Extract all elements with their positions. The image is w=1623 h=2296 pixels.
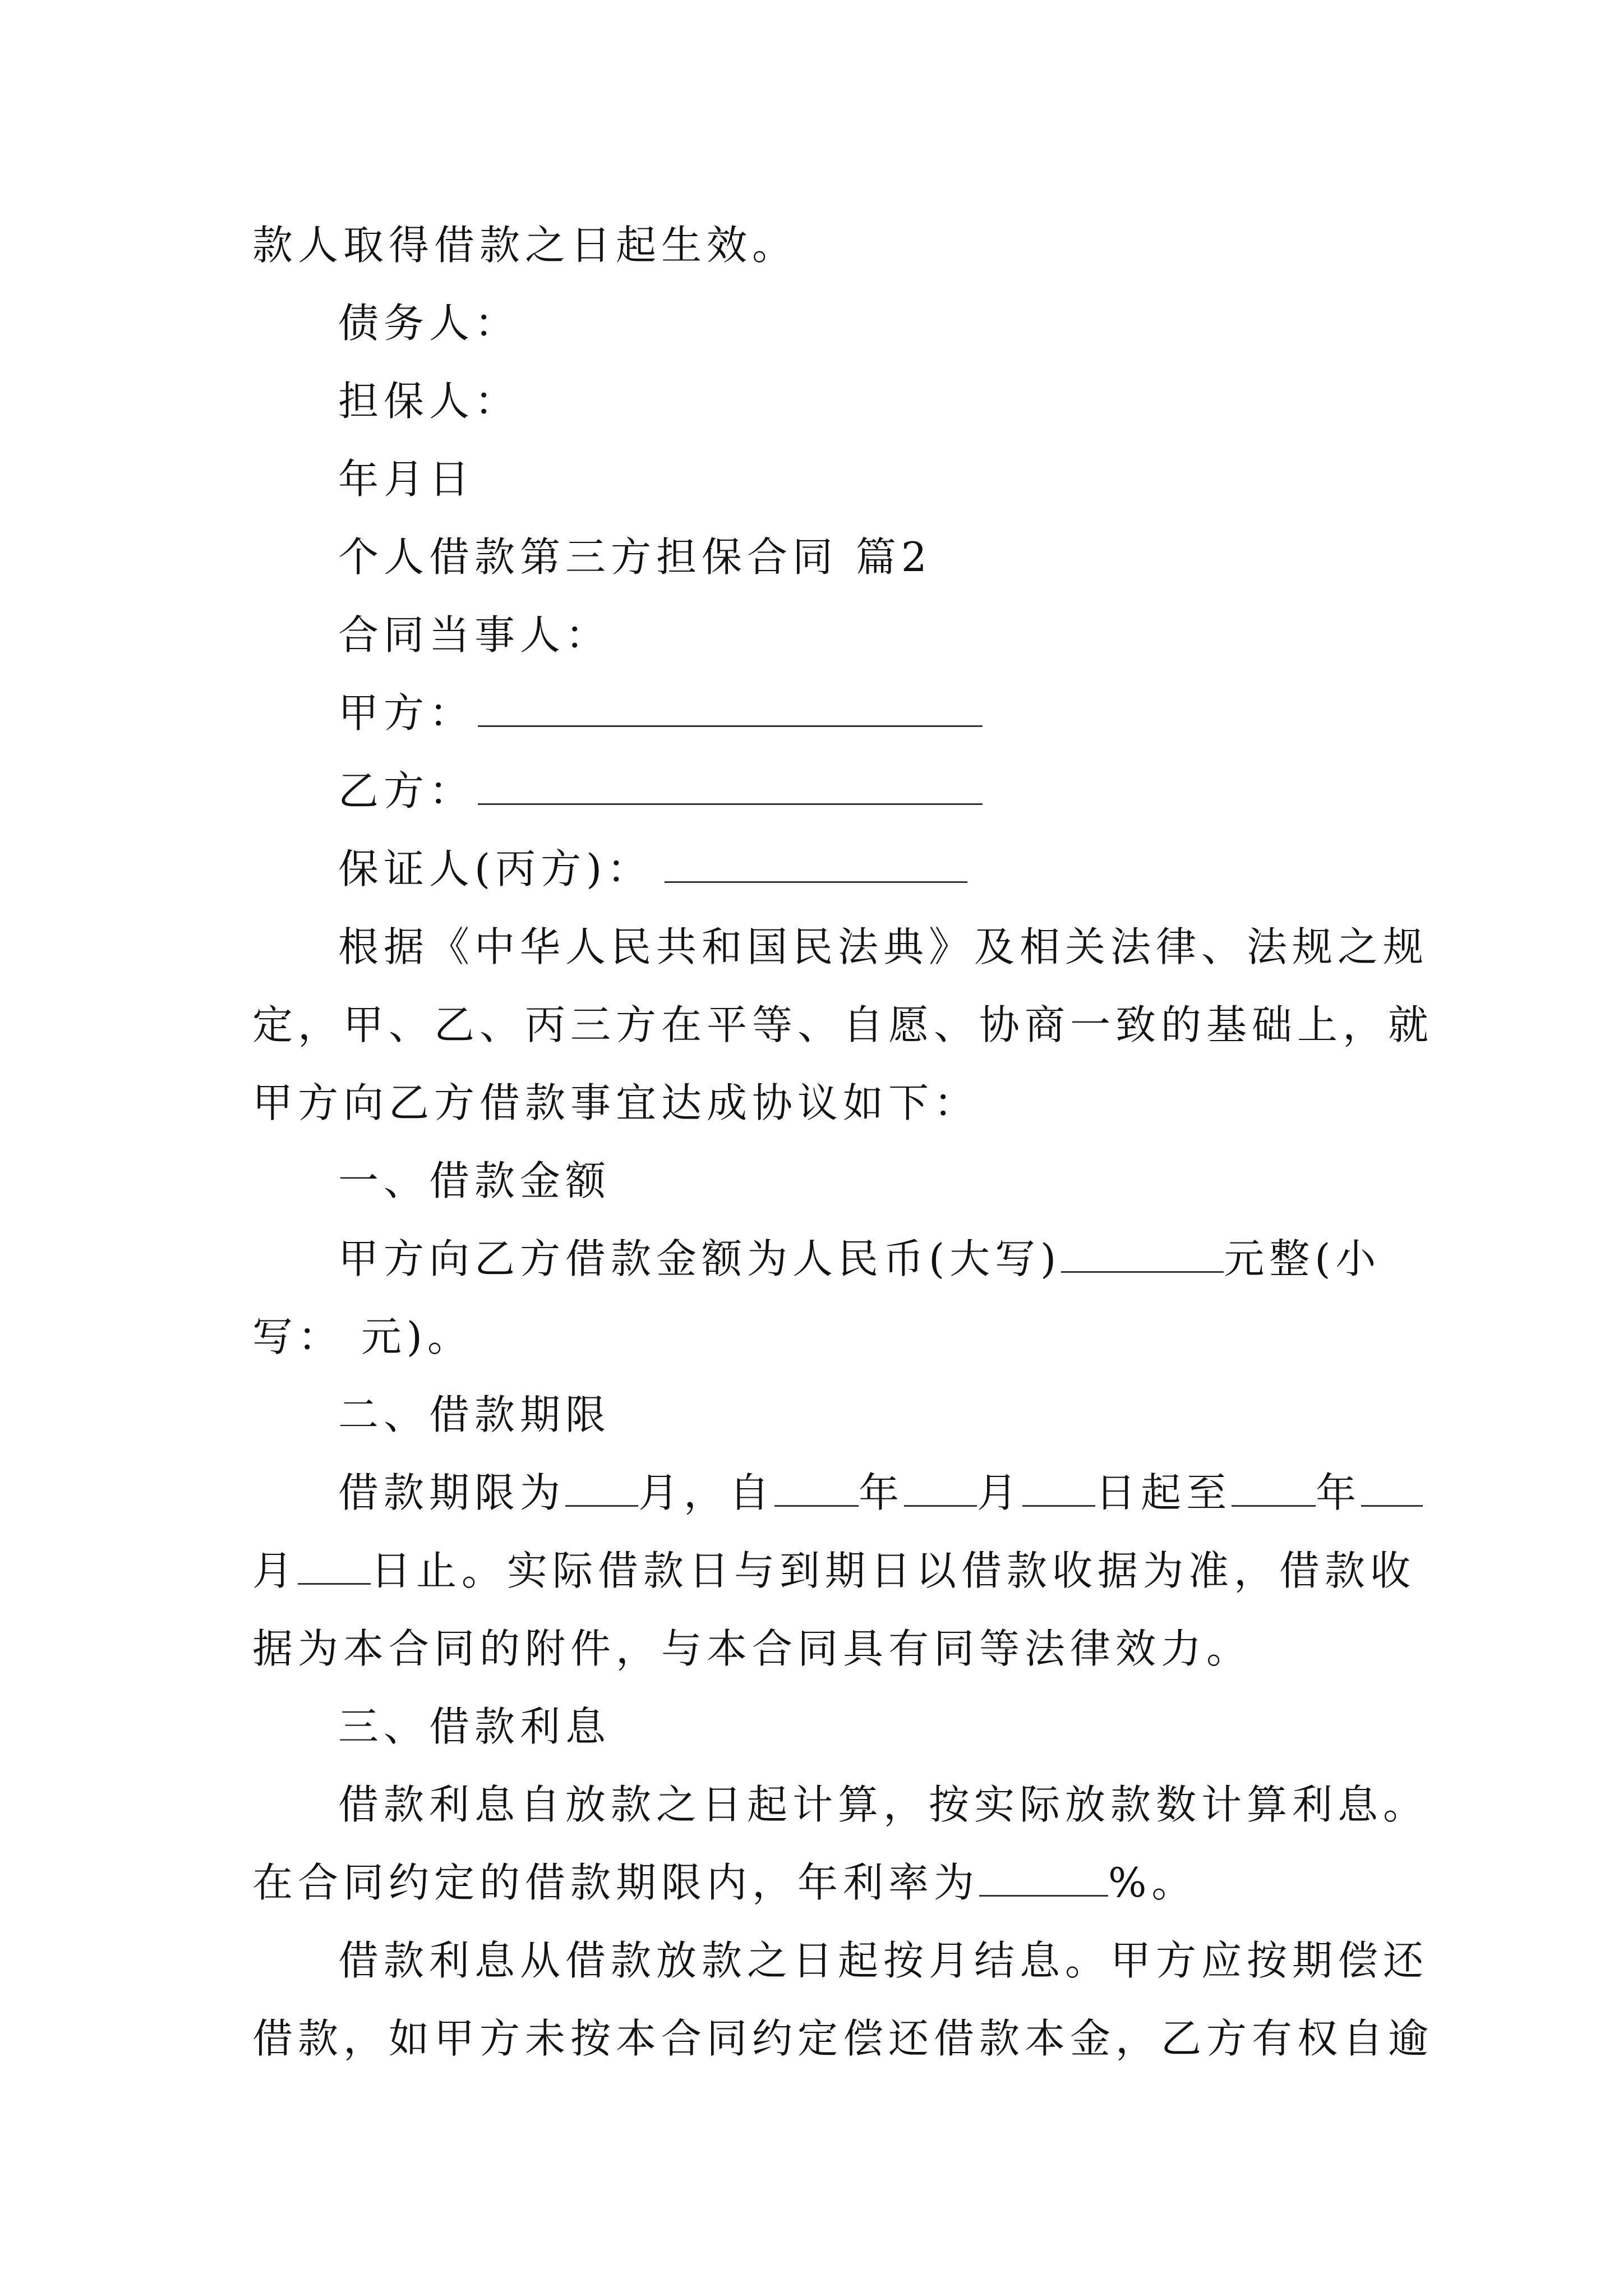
guarantor-c-row (252, 830, 1385, 908)
interest-text: %。 (1108, 1859, 1197, 1906)
start-day-blank (1022, 1473, 1095, 1507)
interest-rate-row (252, 1844, 1385, 1922)
term-text: 月，自 (638, 1469, 775, 1516)
amount-blank (1061, 1239, 1224, 1273)
term-text: 日止。实际借款日与到期日以借款收据为准，借款收 (371, 1547, 1416, 1594)
guarantor-c-blank (665, 849, 967, 883)
paragraph-line: 甲方向乙方借款事宜达成协议如下： (252, 1079, 980, 1126)
guarantor-label: 担保人： (338, 378, 520, 425)
paragraph-line: 根据《中华人民共和国民法典》及相关法律、法规之规 (338, 923, 1429, 970)
start-year-blank (774, 1473, 859, 1507)
term-text: 月 (252, 1547, 298, 1594)
term-text: 年 (1316, 1469, 1362, 1516)
parties-heading: 合同当事人： (338, 611, 611, 659)
party-a-blank (478, 693, 983, 727)
paragraph-line: 定，甲、乙、丙三方在平等、自愿、协商一致的基础上，就 (252, 1001, 1434, 1048)
paragraph-line: 写： 元)。 (252, 1313, 473, 1360)
months-blank (565, 1473, 638, 1507)
clause-heading-interest: 三、借款利息 (338, 1703, 611, 1750)
party-a-label: 甲方： (338, 689, 475, 737)
date-line: 年月日 (338, 455, 475, 503)
term-text: 借款期限为 (338, 1469, 566, 1516)
end-day-blank (298, 1550, 371, 1585)
party-a-row (252, 674, 1385, 752)
paragraph-line: 款人取得借款之日起生效。 (252, 222, 798, 269)
amount-text-suffix: 元整(小 (1224, 1235, 1381, 1282)
document-body (252, 206, 1434, 2078)
amount-text: 甲方向乙方借款金额为人民币(大写) (338, 1235, 1062, 1282)
term-row (252, 1454, 1385, 1532)
interest-rate-blank (979, 1862, 1108, 1897)
start-month-blank (904, 1473, 977, 1507)
paragraph-line: 借款利息从借款放款之日起按月结息。甲方应按期偿还 (338, 1937, 1429, 1984)
party-b-blank (478, 771, 983, 805)
term-text: 年 (859, 1469, 905, 1516)
interest-text: 在合同约定的借款期限内，年利率为 (252, 1859, 980, 1906)
term-text: 月 (977, 1469, 1023, 1516)
clause-heading-amount: 一、借款金额 (338, 1157, 611, 1204)
term-row-continued (252, 1532, 1416, 1610)
guarantor-c-label: 保证人(丙方)： (338, 845, 653, 892)
amount-row (252, 1220, 1385, 1298)
debtor-label: 债务人： (338, 300, 520, 347)
end-year-blank (1232, 1473, 1316, 1507)
party-b-label: 乙方： (338, 767, 475, 815)
term-text: 日起至 (1095, 1469, 1232, 1516)
paragraph-line: 借款，如甲方未按本合同约定偿还借款本金，乙方有权自逾 (252, 2015, 1434, 2062)
party-b-row (252, 752, 1385, 830)
section-title: 个人借款第三方担保合同 篇2 (338, 533, 932, 581)
paragraph-line: 据为本合同的附件，与本合同具有同等法律效力。 (252, 1625, 1252, 1672)
end-month-blank (1361, 1473, 1423, 1507)
clause-heading-term: 二、借款期限 (338, 1391, 611, 1438)
paragraph-line: 借款利息自放款之日起计算，按实际放款数计算利息。 (338, 1781, 1429, 1828)
